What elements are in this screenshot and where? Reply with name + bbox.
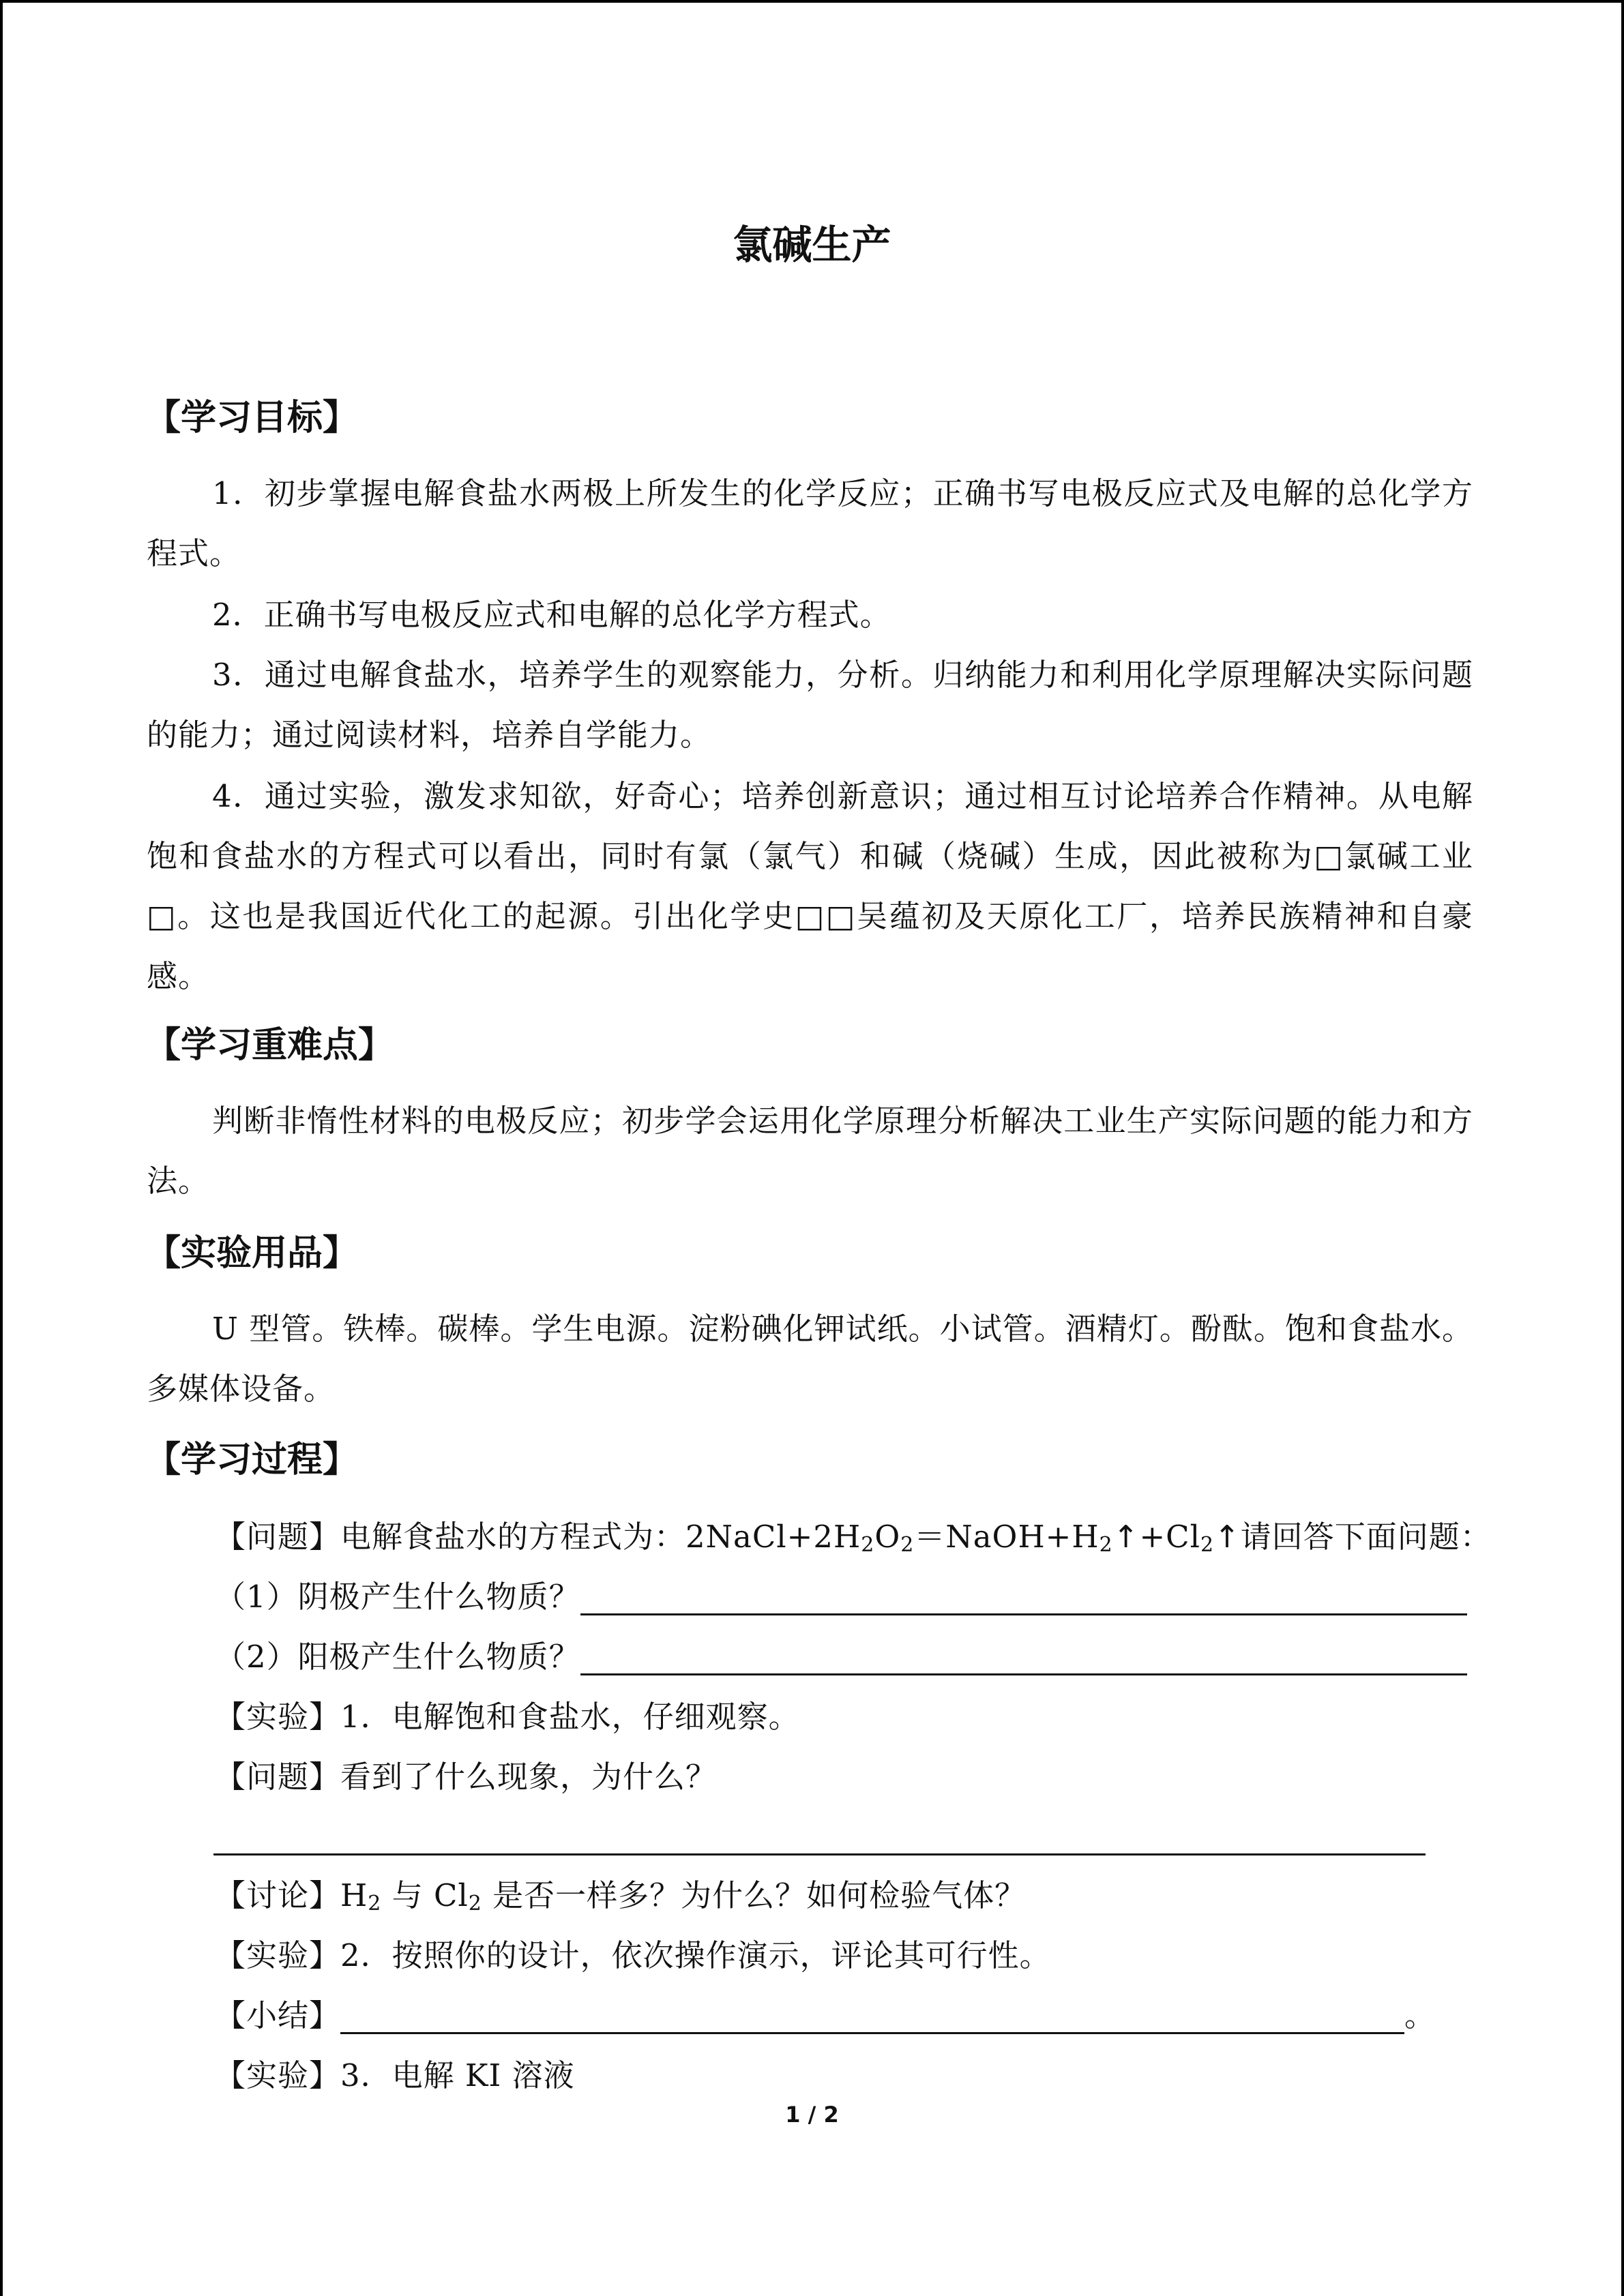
page-number: 1 / 2 (785, 2102, 839, 2128)
objective-item-1: 1．初步掌握电解食盐水两极上所发生的化学反应；正确书写电极反应式及电解的总化学方程式。 (147, 475, 1473, 571)
objective-item-3: 3．通过电解食盐水，培养学生的观察能力，分析。归纳能力和利用化学原理解决实际问题的能力；通过阅读材料，培养自学能力。 (147, 657, 1473, 753)
objectives-heading: 【学习目标】 (145, 398, 359, 438)
key-points-heading: 【学习重难点】 (145, 1025, 394, 1066)
page-top-border (0, 0, 1624, 3)
gas-up-arrow: ↑ (1214, 1519, 1241, 1555)
experiment-3: 【实验】3．电解 KI 溶液 (215, 2057, 575, 2093)
objective-item-2: 2．正确书写电极反应式和电解的总化学方程式。 (212, 597, 891, 633)
cathode-question: （1）阴极产生什么物质？ (215, 1579, 580, 1615)
electrolysis-equation-question: 【问题】电解食盐水的方程式为：$2NaCl+2H_2O_2=NaOH+H_2↑+Cl_2↑$请回答下面问题： (215, 1519, 1492, 1557)
page-title: 氯碱生产 (733, 222, 891, 268)
process-heading: 【学习过程】 (145, 1440, 359, 1480)
summary-label: 【小结】 (215, 1997, 341, 2033)
anode-answer-blank[interactable] (580, 1646, 1467, 1675)
materials-text: U 型管。铁棒。碳棒。学生电源。淀粉碘化钾试纸。小试管。酒精灯。酚酞。饱和食盐水。多媒体设备。 (147, 1311, 1473, 1407)
objective-item-4: 4．通过实验，激发求知欲，好奇心；培养创新意识；通过相互讨论培养合作精神。从电解饱和食盐水的方程式可以看出，同时有氯（氯气）和碱（烧碱）生成，因此被称为□氯碱工业□。这也是我国近代化工的起源。引出化学史□□吴蕴初及天原化工厂，培养民族精神和自豪感。 (147, 778, 1473, 994)
cathode-answer-blank[interactable] (580, 1586, 1467, 1615)
materials-heading: 【实验用品】 (145, 1233, 359, 1274)
key-points-text: 判断非惰性材料的电极反应；初步学会运用化学原理分析解决工业生产实际问题的能力和方法。 (147, 1103, 1473, 1199)
anode-question-line (215, 1627, 1467, 1687)
cathode-question-line (215, 1567, 1467, 1627)
observation-question: 【问题】看到了什么现象，为什么？ (215, 1759, 718, 1795)
discussion-question: 【讨论】$H_2$ 与 $Cl_2$ 是否一样多？为什么？如何检验气体？ (215, 1877, 1027, 1915)
gas-up-arrow: ↑ (1112, 1519, 1140, 1555)
observation-answer-blank[interactable] (213, 1853, 1426, 1855)
page-right-border (1621, 0, 1624, 2296)
summary-line: 【小结】 。 (215, 1997, 1436, 2033)
summary-answer-blank[interactable] (340, 2005, 1404, 2034)
page-left-border (0, 0, 3, 2296)
experiment-2: 【实验】2．按照你的设计，依次操作演示，评论其可行性。 (215, 1937, 1051, 1973)
anode-question: （2）阳极产生什么物质？ (215, 1639, 580, 1675)
experiment-1: 【实验】1．电解饱和食盐水，仔细观察。 (215, 1699, 800, 1735)
